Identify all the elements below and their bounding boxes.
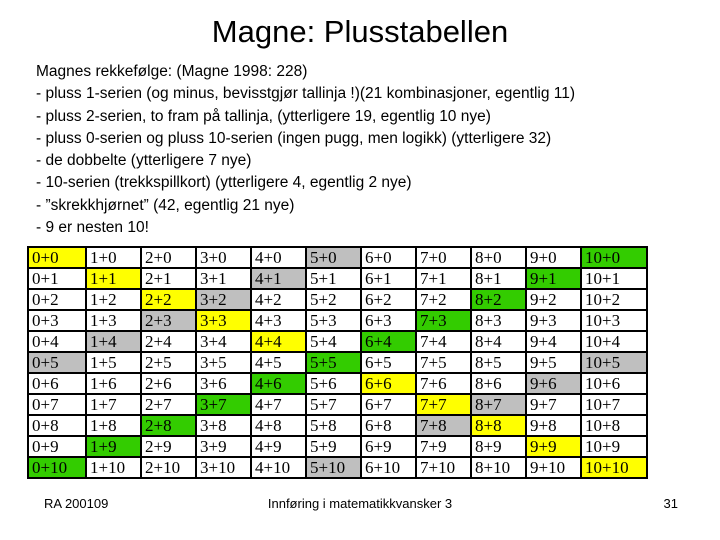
table-cell: 10+9 <box>581 436 647 457</box>
table-cell: 8+3 <box>471 310 526 331</box>
table-cell: 9+6 <box>526 373 581 394</box>
footer-course: Innføring i matematikkvansker 3 <box>267 496 453 511</box>
table-cell: 6+7 <box>361 394 416 415</box>
table-cell: 3+1 <box>196 268 251 289</box>
addition-table <box>27 246 648 479</box>
table-cell: 7+3 <box>416 310 471 331</box>
table-cell: 6+5 <box>361 352 416 373</box>
table-cell: 5+3 <box>306 310 361 331</box>
table-row <box>28 373 647 394</box>
table-cell: 10+8 <box>581 415 647 436</box>
text-line: - pluss 1-serien (og minus, bevisstgjør tallinja !)(21 kombinasjoner, egentlig 11) <box>36 85 576 103</box>
table-cell: 3+0 <box>196 247 251 268</box>
table-cell: 1+10 <box>86 457 141 478</box>
table-cell: 5+7 <box>306 394 361 415</box>
table-cell: 6+10 <box>361 457 416 478</box>
table-row <box>28 436 647 457</box>
table-cell: 0+1 <box>28 268 86 289</box>
table-cell: 1+1 <box>86 268 141 289</box>
table-cell: 4+0 <box>251 247 306 268</box>
table-cell: 8+8 <box>471 415 526 436</box>
table-cell: 1+3 <box>86 310 141 331</box>
table-cell: 6+4 <box>361 331 416 352</box>
table-cell: 10+1 <box>581 268 647 289</box>
table-cell: 5+6 <box>306 373 361 394</box>
table-cell: 10+3 <box>581 310 647 331</box>
table-cell: 3+7 <box>196 394 251 415</box>
table-cell: 3+10 <box>196 457 251 478</box>
table-cell: 4+6 <box>251 373 306 394</box>
table-cell: 6+9 <box>361 436 416 457</box>
table-cell: 3+6 <box>196 373 251 394</box>
table-cell: 1+5 <box>86 352 141 373</box>
table-cell: 9+3 <box>526 310 581 331</box>
table-row <box>28 352 647 373</box>
table-cell: 2+0 <box>141 247 196 268</box>
text-line: - ”skrekkhjørnet” (42, egentlig 21 nye) <box>36 196 295 214</box>
table-cell: 7+0 <box>416 247 471 268</box>
table-cell: 6+2 <box>361 289 416 310</box>
table-cell: 2+1 <box>141 268 196 289</box>
table-cell: 5+10 <box>306 457 361 478</box>
table-cell: 7+5 <box>416 352 471 373</box>
table-cell: 4+7 <box>251 394 306 415</box>
table-cell: 2+2 <box>141 289 196 310</box>
table-cell: 7+2 <box>416 289 471 310</box>
table-cell: 9+5 <box>526 352 581 373</box>
body-text <box>36 61 706 239</box>
table-cell: 1+0 <box>86 247 141 268</box>
table-cell: 5+1 <box>306 268 361 289</box>
table-cell: 5+9 <box>306 436 361 457</box>
table-cell: 9+8 <box>526 415 581 436</box>
table-cell: 10+7 <box>581 394 647 415</box>
table-cell: 1+9 <box>86 436 141 457</box>
table-cell: 0+10 <box>28 457 86 478</box>
table-cell: 0+6 <box>28 373 86 394</box>
table-cell: 6+1 <box>361 268 416 289</box>
table-cell: 0+3 <box>28 310 86 331</box>
table-cell: 4+1 <box>251 268 306 289</box>
table-cell: 9+2 <box>526 289 581 310</box>
table-cell: 9+1 <box>526 268 581 289</box>
text-line: - de dobbelte (ytterligere 7 nye) <box>36 152 252 170</box>
table-cell: 6+6 <box>361 373 416 394</box>
table-cell: 8+2 <box>471 289 526 310</box>
table-cell: 7+8 <box>416 415 471 436</box>
table-cell: 6+0 <box>361 247 416 268</box>
table-cell: 9+7 <box>526 394 581 415</box>
table-cell: 10+2 <box>581 289 647 310</box>
table-cell: 4+5 <box>251 352 306 373</box>
text-line: - pluss 0-serien og pluss 10-serien (ingen pugg, men logikk) (ytterligere 32) <box>36 129 552 147</box>
slide-title: Magne: Plusstabellen <box>211 14 509 49</box>
table-cell: 1+8 <box>86 415 141 436</box>
text-line: - 10-serien (trekkspillkort) (ytterligere 4, egentlig 2 nye) <box>36 174 412 192</box>
table-cell: 1+4 <box>86 331 141 352</box>
text-line: - 9 er nesten 10! <box>36 219 149 237</box>
table-cell: 9+0 <box>526 247 581 268</box>
text-line: - pluss 2-serien, to fram på tallinja, (ytterligere 19, egentlig 10 nye) <box>36 107 491 125</box>
table-cell: 7+7 <box>416 394 471 415</box>
table-cell: 0+0 <box>28 247 86 268</box>
table-cell: 10+0 <box>581 247 647 268</box>
table-cell: 0+2 <box>28 289 86 310</box>
table-cell: 10+4 <box>581 331 647 352</box>
table-cell: 10+5 <box>581 352 647 373</box>
table-cell: 7+10 <box>416 457 471 478</box>
text-line: Magnes rekkefølge: (Magne 1998: 228) <box>36 63 308 80</box>
table-cell: 3+4 <box>196 331 251 352</box>
table-cell: 8+7 <box>471 394 526 415</box>
table-cell: 0+8 <box>28 415 86 436</box>
footer-date: RA 200109 <box>44 496 109 511</box>
table-cell: 8+9 <box>471 436 526 457</box>
table-cell: 4+3 <box>251 310 306 331</box>
table-cell: 3+5 <box>196 352 251 373</box>
table-cell: 4+9 <box>251 436 306 457</box>
table-cell: 9+9 <box>526 436 581 457</box>
table-cell: 4+2 <box>251 289 306 310</box>
table-cell: 8+4 <box>471 331 526 352</box>
table-cell: 1+7 <box>86 394 141 415</box>
table-cell: 2+3 <box>141 310 196 331</box>
table-cell: 4+8 <box>251 415 306 436</box>
table-cell: 4+4 <box>251 331 306 352</box>
table-cell: 8+10 <box>471 457 526 478</box>
table-cell: 3+2 <box>196 289 251 310</box>
table-cell: 5+0 <box>306 247 361 268</box>
table-cell: 6+3 <box>361 310 416 331</box>
table-cell: 5+4 <box>306 331 361 352</box>
table-cell: 9+4 <box>526 331 581 352</box>
table-cell: 7+9 <box>416 436 471 457</box>
table-cell: 9+10 <box>526 457 581 478</box>
table-row <box>28 268 647 289</box>
table-cell: 8+0 <box>471 247 526 268</box>
table-cell: 3+3 <box>196 310 251 331</box>
table-cell: 3+8 <box>196 415 251 436</box>
table-cell: 6+8 <box>361 415 416 436</box>
table-cell: 10+10 <box>581 457 647 478</box>
table-row <box>28 310 647 331</box>
table-cell: 8+1 <box>471 268 526 289</box>
table-cell: 5+8 <box>306 415 361 436</box>
table-cell: 2+4 <box>141 331 196 352</box>
table-cell: 5+5 <box>306 352 361 373</box>
table-row <box>28 415 647 436</box>
table-cell: 2+8 <box>141 415 196 436</box>
table-cell: 0+9 <box>28 436 86 457</box>
table-cell: 5+2 <box>306 289 361 310</box>
table-cell: 1+6 <box>86 373 141 394</box>
table-cell: 0+4 <box>28 331 86 352</box>
table-cell: 4+10 <box>251 457 306 478</box>
table-cell: 2+5 <box>141 352 196 373</box>
footer-page-number: 31 <box>663 496 678 511</box>
table-cell: 8+5 <box>471 352 526 373</box>
table-cell: 8+6 <box>471 373 526 394</box>
table-cell: 2+7 <box>141 394 196 415</box>
table-cell: 2+10 <box>141 457 196 478</box>
table-row <box>28 289 647 310</box>
table-cell: 0+5 <box>28 352 86 373</box>
table-cell: 2+6 <box>141 373 196 394</box>
table-row <box>28 331 647 352</box>
table-cell: 1+2 <box>86 289 141 310</box>
table-row <box>28 247 647 268</box>
table-row <box>28 457 647 478</box>
table-cell: 10+6 <box>581 373 647 394</box>
table-row <box>28 394 647 415</box>
table-cell: 7+1 <box>416 268 471 289</box>
table-cell: 7+4 <box>416 331 471 352</box>
table-cell: 0+7 <box>28 394 86 415</box>
table-cell: 7+6 <box>416 373 471 394</box>
table-cell: 3+9 <box>196 436 251 457</box>
table-cell: 2+9 <box>141 436 196 457</box>
